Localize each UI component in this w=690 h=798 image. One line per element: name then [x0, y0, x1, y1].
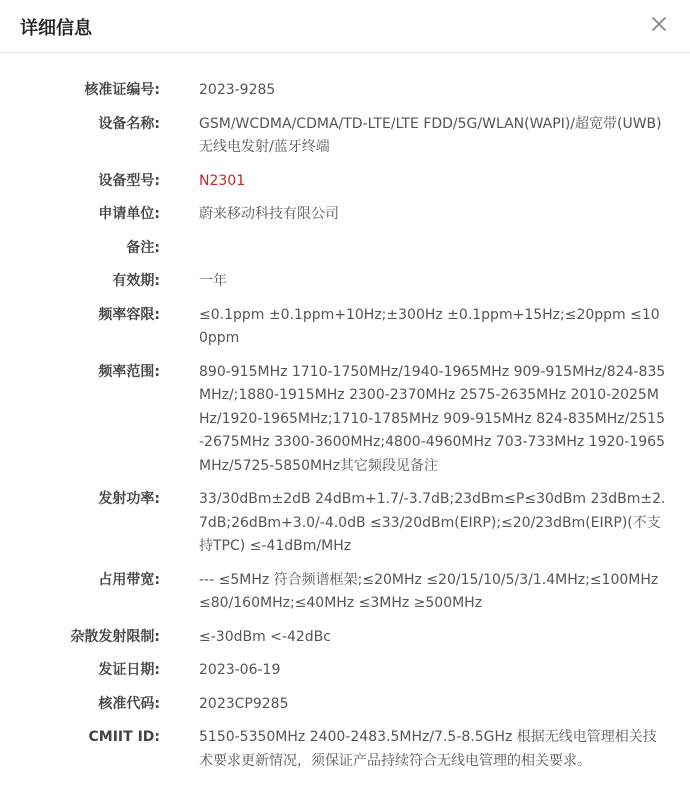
- field-value: 2023-06-19: [199, 662, 281, 678]
- field-value: 2023-9285: [199, 82, 276, 98]
- dialog-title: 详细信息: [20, 18, 92, 39]
- field-value: 一年: [199, 273, 227, 289]
- close-icon[interactable]: [650, 15, 668, 33]
- field-row-issue-date: [0, 659, 690, 683]
- field-row-frequency-range: [0, 361, 690, 479]
- field-row-device-model: [0, 170, 690, 194]
- field-row-spurious-emission: [0, 626, 690, 650]
- field-value: [199, 237, 667, 261]
- detail-list: [0, 53, 690, 773]
- field-label: 申请单位:: [98, 206, 160, 222]
- field-row-cmiit-id: [0, 726, 690, 773]
- field-label: 占用带宽:: [98, 571, 160, 588]
- field-value: GSM/WCDMA/CDMA/TD-LTE/LTE FDD/5G/WLAN(WAPI)/超宽带(UWB)无线电发射/蓝牙终端: [199, 115, 662, 155]
- field-value: ≤-30dBm <-42dBc: [199, 628, 331, 645]
- field-value: 5150-5350MHz 2400-2483.5MHz/7.5-8.5GHz 根据无线电管理相关技术要求更新情况，须保证产品持续符合无线电管理的相关要求。: [199, 729, 657, 769]
- field-label: 频率容限:: [98, 306, 160, 323]
- field-row-applicant: [0, 203, 690, 227]
- field-value: 2023CP9285: [199, 695, 289, 712]
- field-label: CMIIT ID:: [88, 729, 160, 745]
- field-label: 备注:: [126, 239, 160, 256]
- field-label: 杂散发射限制:: [70, 628, 160, 645]
- field-value: 890-915MHz 1710-1750MHz/1940-1965MHz 909-915MHz/824-835MHz/;1880-1915MHz 2300-2370MHz 2575-2635MHz 2010-2025MHz/1920-1965MHz;1710-1785MHz 909-915MHz 824-835MHz/2515-2675MHz 3300-3600MHz;4800-4960MHz 703-733MHz 1920-1965MHz/5725-5850MHz其它频段见备注: [199, 363, 666, 474]
- field-label: 有效期:: [112, 273, 160, 289]
- field-row-occupied-bandwidth: [0, 569, 690, 616]
- field-label: 设备名称:: [98, 115, 160, 132]
- field-label: 设备型号:: [98, 172, 160, 189]
- field-row-device-name: [0, 113, 690, 160]
- field-value: --- ≤5MHz 符合频谱框架;≤20MHz ≤20/15/10/5/3/1.4MHz;≤100MHz ≤80/160MHz;≤40MHz ≤3MHz ≥500MHz: [199, 571, 659, 611]
- field-value: N2301: [199, 172, 246, 189]
- field-value: 33/30dBm±2dB 24dBm+1.7/-3.7dB;23dBm≤P≤30dBm 23dBm±2.7dB;26dBm+3.0/-4.0dB ≤33/20dBm(EIRP);≤20/23dBm(EIRP)(不支持TPC) ≤-41dBm/MHz: [199, 491, 666, 554]
- field-row-validity: [0, 270, 690, 294]
- field-label: 核准证编号:: [84, 82, 160, 98]
- field-row-transmit-power: [0, 488, 690, 559]
- field-row-frequency-tolerance: [0, 304, 690, 351]
- field-row-approval-code: [0, 693, 690, 717]
- dialog-header: [0, 0, 690, 53]
- field-label: 核准代码:: [98, 695, 160, 712]
- field-label: 频率范围:: [98, 363, 160, 380]
- field-row-remarks: [0, 237, 690, 261]
- field-label: 发射功率:: [98, 491, 160, 507]
- field-row-certificate-no: [0, 79, 690, 103]
- field-value: 蔚来移动科技有限公司: [199, 206, 339, 222]
- field-value: ≤0.1ppm ±0.1ppm+10Hz;±300Hz ±0.1ppm+15Hz;≤20ppm ≤100ppm: [199, 306, 660, 346]
- field-label: 发证日期:: [98, 662, 160, 678]
